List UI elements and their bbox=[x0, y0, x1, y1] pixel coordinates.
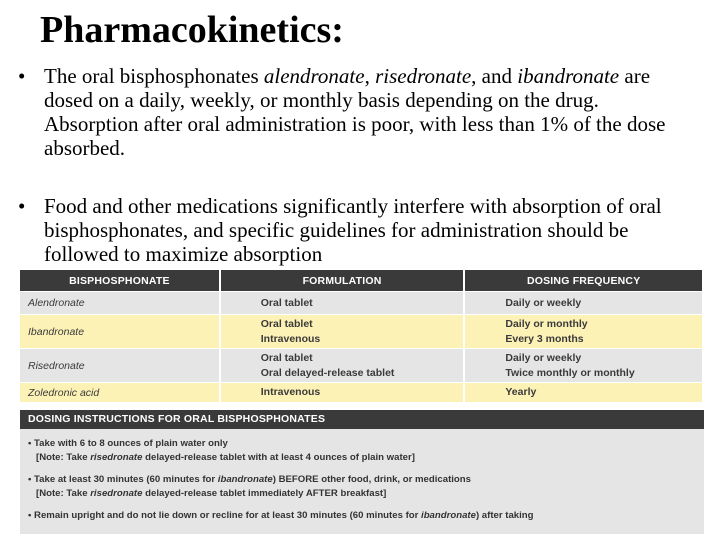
formulation-line: Intravenous bbox=[260, 332, 321, 345]
formulation-cell bbox=[220, 383, 465, 403]
item-drug-name: ibandronate bbox=[421, 510, 476, 521]
column-header-bisphosphonate: BISPHOSPHONATE bbox=[20, 270, 220, 292]
dosing-item-text bbox=[28, 510, 534, 521]
note-text: [Note: Take bbox=[36, 452, 91, 463]
drug-cell: Zoledronic acid bbox=[20, 383, 220, 403]
table-row bbox=[20, 315, 703, 349]
item-text: ) after taking bbox=[475, 510, 534, 521]
column-header-dosing-frequency: DOSING FREQUENCY bbox=[464, 270, 703, 292]
bullet-text: Food and other medications significantly interfere with absorption of oral bisphosphonates, and specific guidelines for administration should be followed to maximize absorption bbox=[44, 194, 662, 266]
item-text: • Take at least 30 minutes (60 minutes for bbox=[28, 474, 218, 485]
formulation-cell bbox=[220, 349, 465, 383]
table-header-row bbox=[20, 270, 703, 292]
table-row bbox=[20, 292, 703, 315]
table-row bbox=[20, 383, 703, 403]
frequency-cell bbox=[464, 315, 703, 349]
drug-cell: Risedronate bbox=[20, 349, 220, 383]
item-text: • Remain upright and do not lie down or recline for at least 30 minutes (60 minutes for bbox=[28, 510, 422, 521]
formulation-line: Oral tablet bbox=[260, 296, 313, 309]
frequency-cell bbox=[464, 383, 703, 403]
formulation-cell bbox=[220, 315, 465, 349]
frequency-line: Twice monthly or monthly bbox=[505, 366, 635, 379]
note-drug-name: risedronate bbox=[90, 488, 143, 499]
note-text: delayed-release tablet with at least 4 ounces of plain water] bbox=[142, 452, 415, 463]
drug-cell: Alendronate bbox=[20, 292, 220, 315]
drug-cell: Ibandronate bbox=[20, 315, 220, 349]
bullet-dot: • bbox=[18, 194, 26, 218]
table-row bbox=[20, 349, 703, 383]
dosing-instructions-heading: DOSING INSTRUCTIONS FOR ORAL BISPHOSPHONATES bbox=[20, 410, 704, 429]
frequency-cell bbox=[464, 292, 703, 315]
dosing-item bbox=[28, 437, 415, 465]
bullet-text bbox=[44, 64, 694, 160]
frequency-line: Daily or weekly bbox=[505, 351, 582, 364]
bullet-text-part: , bbox=[364, 64, 376, 88]
bullet-text-part: are dosed on a daily, weekly, or monthly basis depending on the drug. Absorption after oral administration is poor, with less than 1% of the dose absorbed. bbox=[44, 64, 666, 160]
formulation-line: Oral delayed-release tablet bbox=[260, 366, 395, 379]
column-header-formulation: FORMULATION bbox=[220, 270, 465, 292]
drug-name-risedronate: risedronate bbox=[375, 64, 472, 88]
slide-title: Pharmacokinetics: bbox=[40, 9, 344, 51]
formulation-line: Oral tablet bbox=[260, 351, 313, 364]
formulation-line: Oral tablet bbox=[260, 317, 313, 330]
dosing-item-note bbox=[28, 451, 415, 465]
drug-name-ibandronate: ibandronate bbox=[517, 64, 620, 88]
dosing-item-text: • Take with 6 to 8 ounces of plain water only bbox=[28, 438, 228, 449]
bullet-text-part: , and bbox=[471, 64, 518, 88]
frequency-line: Yearly bbox=[505, 386, 537, 398]
dosing-item-note bbox=[28, 487, 471, 501]
note-drug-name: risedronate bbox=[90, 452, 143, 463]
bullet-text-part: The oral bisphosphonates bbox=[44, 64, 264, 88]
drug-name-alendronate: alendronate bbox=[263, 64, 365, 88]
note-text: delayed-release tablet immediately AFTER breakfast] bbox=[142, 488, 387, 499]
bisphosphonate-table bbox=[20, 270, 704, 402]
dosing-item bbox=[28, 509, 534, 523]
frequency-cell bbox=[464, 349, 703, 383]
formulation-line: Intravenous bbox=[260, 386, 321, 398]
formulation-cell bbox=[220, 292, 465, 315]
frequency-line: Daily or weekly bbox=[505, 296, 582, 309]
note-text: [Note: Take bbox=[36, 488, 91, 499]
bullet-dot: • bbox=[18, 64, 26, 88]
item-text: ) BEFORE other food, drink, or medications bbox=[272, 474, 471, 485]
dosing-item-text bbox=[28, 474, 471, 485]
dosing-instructions-panel bbox=[20, 410, 704, 534]
item-drug-name: ibandronate bbox=[217, 474, 273, 485]
dosing-item bbox=[28, 473, 471, 501]
frequency-line: Daily or monthly bbox=[505, 317, 588, 330]
frequency-line: Every 3 months bbox=[505, 332, 584, 345]
